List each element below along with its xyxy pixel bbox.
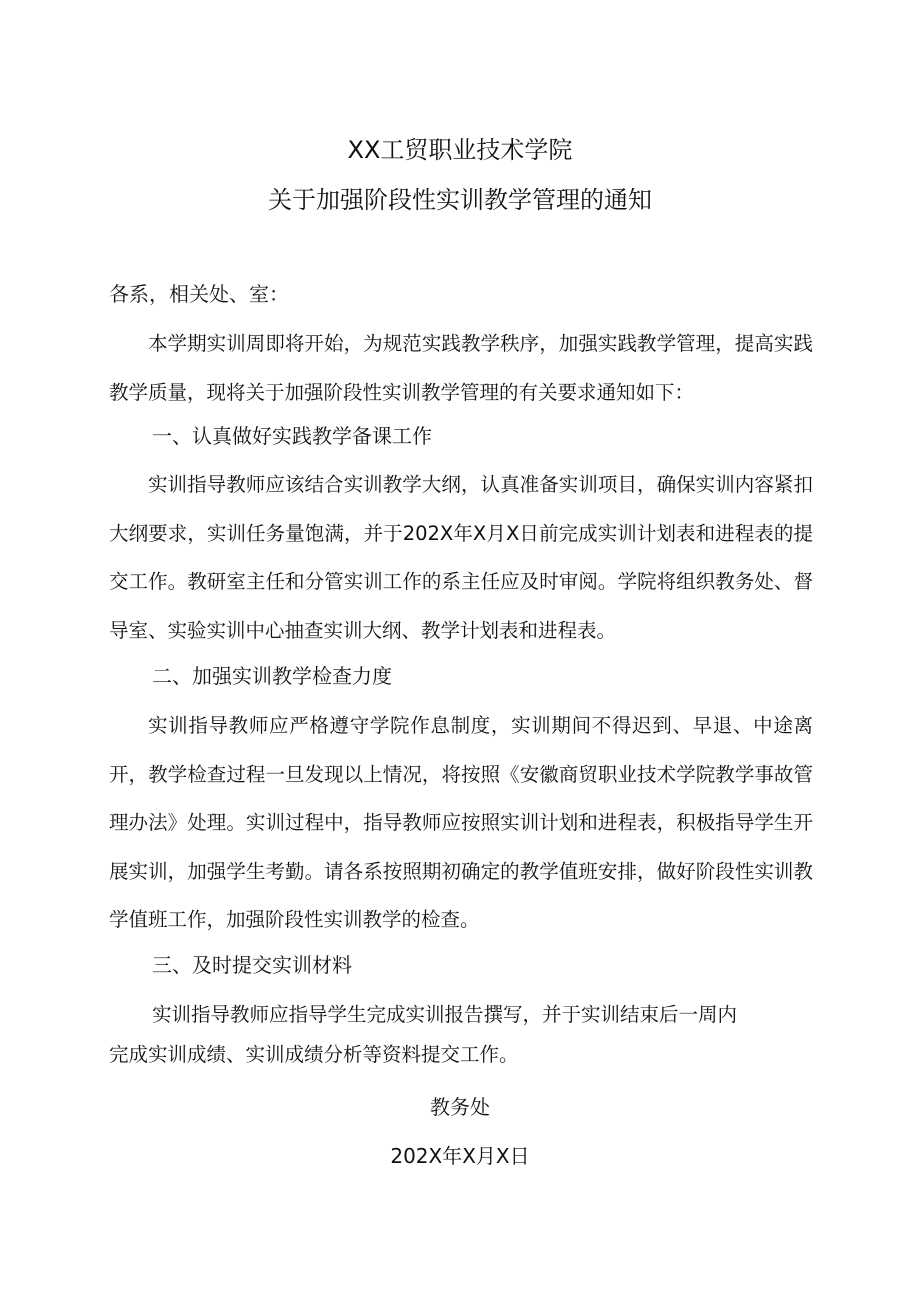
section-1-body: 实训指导教师应该结合实训教学大纲，认真准备实训项目，确保实训内容紧扣大纲要求，实训任务量饱满，并于202X年X月X日前完成实训计划表和进程表的提交工作。教研室主任和分管实训工作的系主任应及时审阅。学院将组织教务处、督导室、实验实训中心抽查实训大纲、教学计划表和进程表。 [109,473,813,642]
signature-date: 202X年X月X日 [390,1144,530,1168]
salutation: 各系，相关处、室： [109,282,289,306]
section-2-body: 实训指导教师应严格遵守学院作息制度，实训期间不得迟到、早退、中途离开，教学检查过程一旦发现以上情况，将按照《安徽商贸职业技术学院教学事故管理办法》处理。实训过程中，指导教师应按照实训计划和进程表，积极指导学生开展实训，加强学生考勤。请各系按照期初确定的教学值班安排，做好阶段性实训教学值班工作，加强阶段性实训教学的检查。 [109,714,813,932]
section-1-heading: 一、认真做好实践教学备课工作 [152,424,432,448]
signature-department: 教务处 [430,1095,490,1119]
section-3-heading: 三、及时提交实训材料 [152,953,352,977]
intro-paragraph: 本学期实训周即将开始，为规范实践教学秩序，加强实践教学管理，提高实践教学质量，现将关于加强阶段性实训教学管理的有关要求通知如下： [109,332,813,404]
document-title-notice: 关于加强阶段性实训教学管理的通知 [268,186,652,214]
section-3-body-line2: 完成实训成绩、实训成绩分析等资料提交工作。 [109,1043,519,1066]
section-3-body-line1: 实训指导教师应指导学生完成实训报告撰写，并于实训结束后一周内 [152,1003,738,1026]
document-title-school: XX工贸职业技术学院 [347,136,573,164]
section-2-heading: 二、加强实训教学检查力度 [152,664,392,688]
